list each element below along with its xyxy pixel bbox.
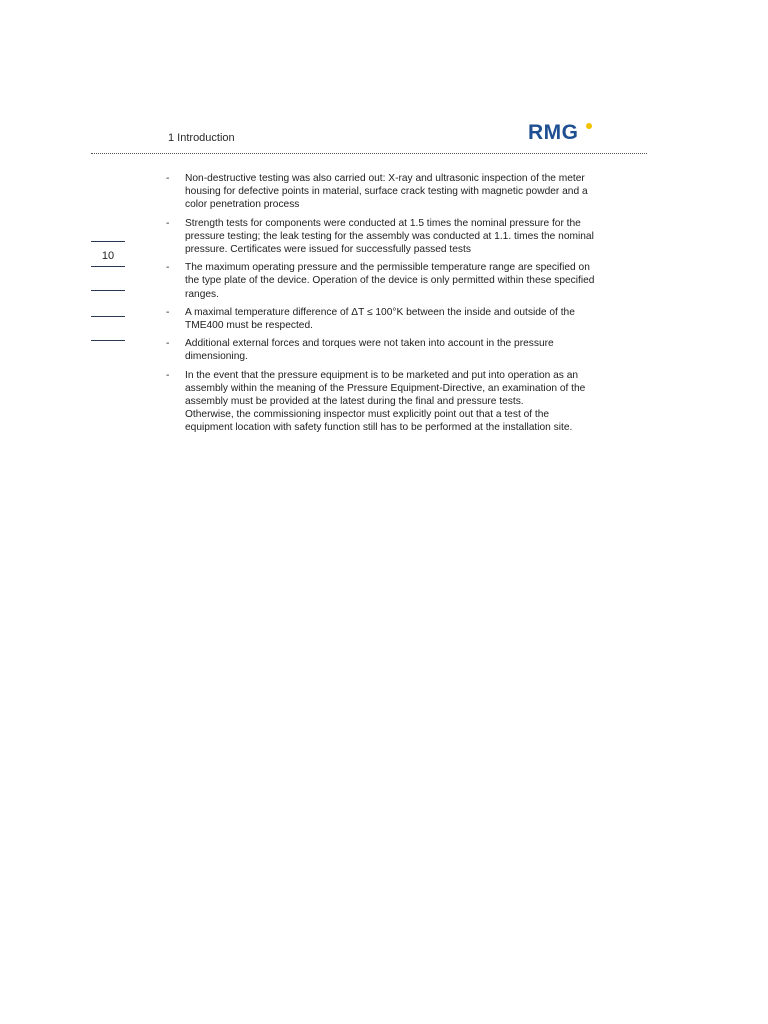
- bullet-dash: -: [166, 262, 170, 274]
- requirements-list: [166, 172, 596, 440]
- header-divider: [91, 153, 647, 154]
- margin-line-3: [91, 290, 125, 291]
- margin-line-5: [91, 340, 125, 341]
- list-item-text: The maximum operating pressure and the permissible temperature range are specified on the type plate of the device. Operation of the device is only permitted within these specified ranges.: [185, 262, 595, 300]
- list-item-text: Strength tests for components were conducted at 1.5 times the nominal pressure for the pressure testing; the leak testing for the assembly was conducted at 1.1. times the nominal pressure. Certificates were issued for successfully passed tests: [185, 217, 594, 256]
- list-item: [166, 172, 596, 212]
- rmg-logo: [528, 120, 596, 148]
- bullet-dash: -: [166, 338, 170, 350]
- bullet-dash: -: [166, 306, 170, 318]
- list-item: [166, 306, 596, 332]
- list-item-continuation: Otherwise, the commissioning inspector must explicitly point out that a test of the equipment location with safety function still has to be performed at the installation site.: [185, 409, 573, 434]
- bullet-dash: -: [166, 173, 170, 184]
- margin-line-4: [91, 316, 125, 317]
- list-item-text: In the event that the pressure equipment is to be marketed and put into operation as an assembly within the meaning of the Pressure Equipment-Directive, an examination of the assembly must be provided at the latest during the final and pressure tests.: [185, 369, 586, 408]
- list-item-text: Additional external forces and torques were not taken into account in the pressure dimensioning.: [185, 338, 554, 363]
- list-item: [166, 217, 596, 257]
- section-title: 1 Introduction: [168, 132, 235, 144]
- bullet-dash: -: [166, 217, 170, 229]
- list-item-text: Non-destructive testing was also carried out: X-ray and ultrasonic inspection of the meter housing for defective points in material, surface crack testing with magnetic powder and a color penetration process: [185, 173, 588, 211]
- logo-dot-icon: [586, 123, 592, 129]
- margin-line-2: [91, 266, 125, 267]
- list-item: [166, 261, 596, 301]
- page-number: 10: [101, 250, 115, 262]
- logo-text: RMG: [528, 121, 579, 144]
- list-item: [166, 337, 596, 363]
- margin-line-1: [91, 241, 125, 242]
- list-item-text: A maximal temperature difference of ΔT ≤ 100°K between the inside and outside of the TME400 must be respected.: [185, 306, 575, 332]
- bullet-dash: -: [166, 369, 170, 381]
- list-item: [166, 369, 596, 435]
